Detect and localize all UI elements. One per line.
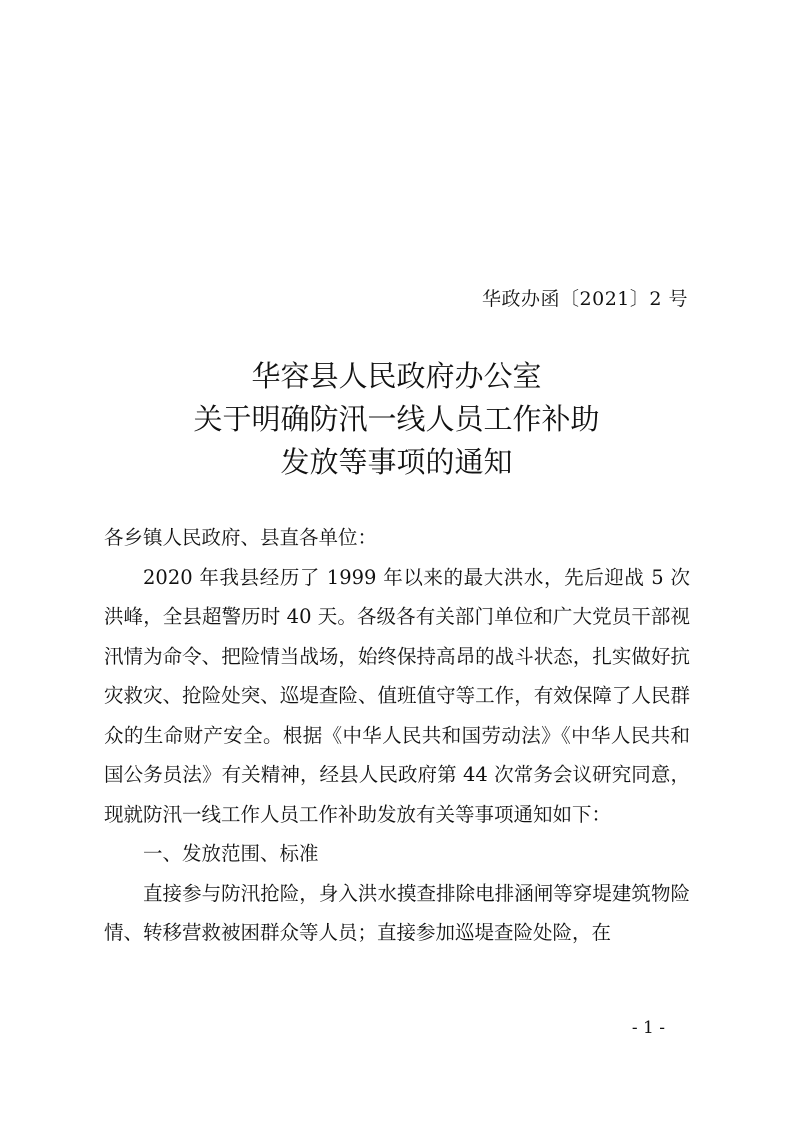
- title-line-1: 华容县人民政府办公室: [251, 359, 542, 393]
- body-paragraph-2: 直接参与防汛抢险，身入洪水摸查排除电排涵闸等穿堤建筑物险情、转移营救被困群众等人员；直接参加巡堤查险处险，在: [104, 881, 690, 944]
- title-line-3: 发放等事项的通知: [280, 445, 513, 479]
- document-number: 华政办函〔2021〕2 号: [482, 288, 688, 310]
- page-number: - 1 -: [631, 1018, 665, 1038]
- section-heading-1: 一、发放范围、标准: [143, 842, 319, 865]
- body-paragraph-1: 2020 年我县经历了 1999 年以来的最大洪水，先后迎战 5 次洪峰，全县超警历时 40 天。各级各有关部门单位和广大党员干部视汛情为命令、把险情当战场，始终保持高昂的战斗状态，扎实做好抗灾救灾、抢险处突、巡堤查险、值班值守等工作，有效保障了人民群众的生命财产安全。根据《中华人民共和国劳动法》《中华人民共和国公务员法》有关精神，经县人民政府第 44 次常务会议研究同意，现就防汛一线工作人员工作补助发放有关等事项通知如下：: [104, 565, 690, 826]
- document-body: [104, 518, 690, 953]
- document-title: [0, 355, 793, 484]
- title-line-2: 关于明确防汛一线人员工作补助: [193, 402, 600, 436]
- salutation: 各乡镇人民政府、县直各单位：: [104, 526, 378, 549]
